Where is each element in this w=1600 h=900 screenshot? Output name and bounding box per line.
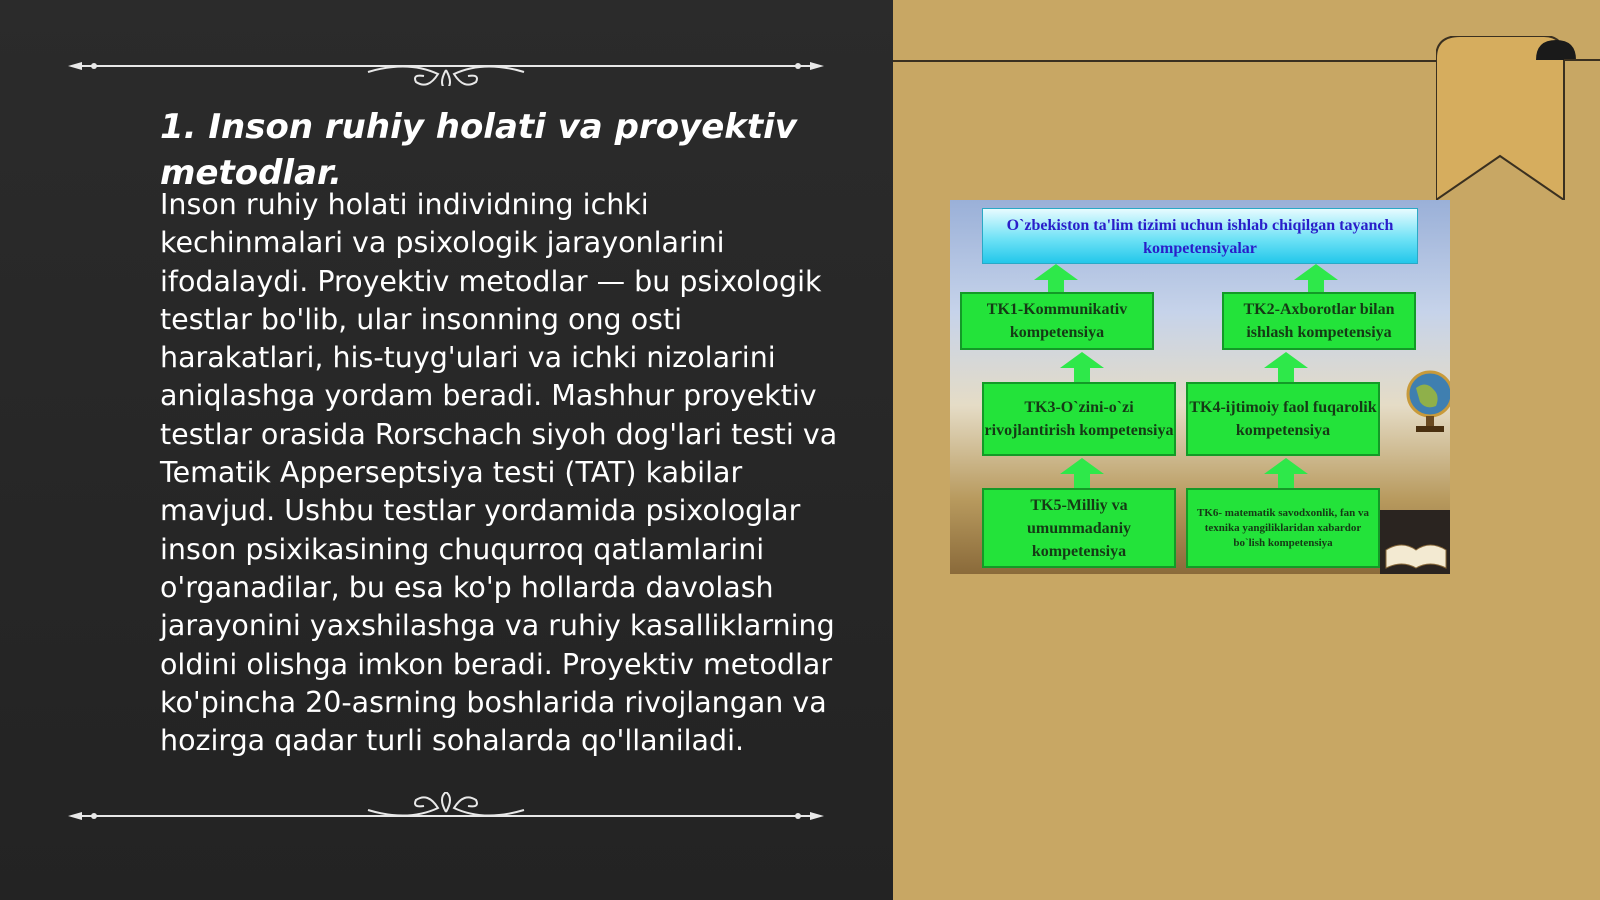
- arrow-up-icon: [1264, 352, 1308, 368]
- arrow-up-stem: [1278, 366, 1294, 382]
- arrow-up-stem: [1074, 472, 1090, 488]
- bookmark-ribbon-icon: [1436, 36, 1600, 200]
- tk4-box: TK4-ijtimoiy faol fuqarolik kompetensiya: [1186, 382, 1380, 456]
- slide-title: 1. Inson ruhiy holati va proyektiv metodlar.: [160, 107, 797, 193]
- tk5-box: TK5-Milliy va umummadaniy kompetensiya: [982, 488, 1176, 568]
- arrow-up-stem: [1074, 366, 1090, 382]
- book-icon: [1380, 510, 1450, 574]
- arrow-up-stem: [1278, 472, 1294, 488]
- tk6-box: TK6- matematik savodxonlik, fan va texnika yangiliklaridan xabardor bo`lish kompetensiya: [1186, 488, 1380, 568]
- arrow-up-icon: [1060, 458, 1104, 474]
- arrow-up-icon: [1034, 264, 1078, 280]
- slide-body-text: Inson ruhiy holati individning ichki kechinmalari va psixologik jarayonlarini ifodalaydi. Proyektiv metodlar — bu psixologik testlar bo'lib, ular insonning ong osti harakatlari, his-tuyg'ulari va ichki nizolarini aniqlashga yordam beradi. Mashhur proyektiv testlar orasida Rorschach siyoh dog'lari testi va Tematik Apperseptsiya testi (TAT) kabilar mavjud. Ushbu testlar yordamida psixologlar inson psixikasining chuqurroq qatlamlarini o'rganadilar, bu esa ko'p hollarda davolash jarayonini yaxshilashga va ruhiy kasalliklarning oldini olishga imkon beradi. Proyektiv metodlar ko'pincha 20-asrning boshlarida rivojlangan va hozirga qadar turli sohalarda qo'llaniladi.: [160, 188, 838, 758]
- arrow-up-stem: [1308, 278, 1324, 292]
- top-divider-line: [893, 60, 1438, 62]
- competencies-diagram-image: [950, 200, 1450, 574]
- arrow-up-icon: [1060, 352, 1104, 368]
- tk3-box: TK3-O`zini-o`zi rivojlantirish kompetensiya: [982, 382, 1176, 456]
- tk1-box: TK1-Kommunikativ kompetensiya: [960, 292, 1154, 350]
- top-ornament-divider: [68, 46, 824, 86]
- globe-icon: [1406, 366, 1450, 436]
- tk2-box: TK2-Axborotlar bilan ishlash kompetensiya: [1222, 292, 1416, 350]
- arrow-up-icon: [1264, 458, 1308, 474]
- bottom-ornament-divider: [68, 792, 824, 832]
- arrow-up-icon: [1294, 264, 1338, 280]
- arrow-up-stem: [1048, 278, 1064, 292]
- diagram-title-box: O`zbekiston ta'lim tizimi uchun ishlab chiqilgan tayanch kompetensiyalar: [982, 208, 1418, 264]
